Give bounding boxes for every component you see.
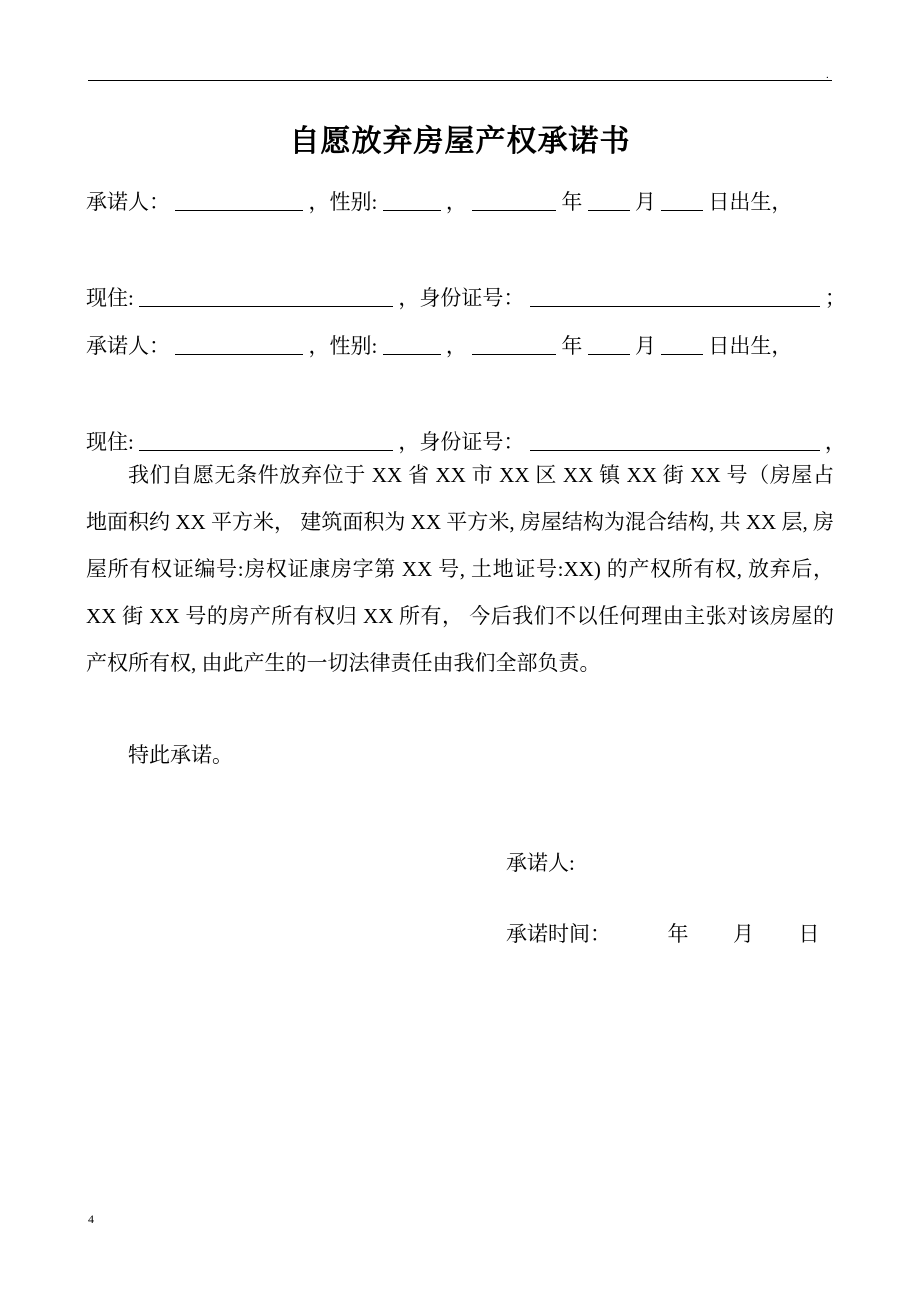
address-blank-1[interactable]: [139, 284, 393, 307]
address-row-tail-1: ；: [824, 286, 846, 310]
id-number-blank-1[interactable]: [530, 284, 820, 307]
promisor-sex-blank-2[interactable]: [383, 332, 441, 355]
address-label-2: 现住:: [86, 430, 134, 454]
signature-date-label: 承诺时间：: [506, 922, 611, 946]
main-paragraph: [86, 452, 834, 687]
promisor-name-blank-1[interactable]: [175, 188, 303, 211]
id-number-blank-2[interactable]: [530, 428, 820, 451]
comma-1: ，: [445, 190, 467, 214]
day-label-1: 日出生，: [708, 190, 793, 214]
address-label-1: 现住:: [86, 286, 134, 310]
signature-month-label: 月: [733, 922, 754, 946]
birth-month-blank-2[interactable]: [588, 332, 630, 355]
signature-promisor-line: [506, 828, 820, 899]
birth-day-blank-1[interactable]: [661, 188, 703, 211]
promisor-label-1: 承诺人：: [86, 190, 170, 214]
signature-day-label: 日: [798, 922, 820, 946]
promisor-sex-blank-1[interactable]: [383, 188, 441, 211]
signature-block: [506, 828, 820, 970]
signature-promisor-label: 承诺人:: [506, 851, 575, 875]
header-divider: [88, 80, 832, 81]
promisor-name-blank-2[interactable]: [175, 332, 303, 355]
party-fields-block: [86, 178, 846, 466]
header-right-mark: .: [826, 69, 829, 81]
sex-label-2: ，性别:: [308, 334, 378, 358]
page-title: 自愿放弃房屋产权承诺书: [289, 124, 631, 159]
signature-date-line: [506, 899, 820, 970]
comma-2: ，: [445, 334, 467, 358]
birth-year-blank-1[interactable]: [472, 188, 556, 211]
address-row-tail-2: ，: [824, 430, 846, 454]
spacer-row-1: [86, 226, 834, 274]
promisor-row-2: [86, 322, 834, 370]
birth-year-blank-2[interactable]: [472, 332, 556, 355]
month-label-1: 月: [634, 190, 656, 214]
birth-month-blank-1[interactable]: [588, 188, 630, 211]
closing-paragraph: [86, 732, 834, 779]
signature-year-label: 年: [667, 922, 689, 946]
address-blank-2[interactable]: [139, 428, 393, 451]
address-row-1: [86, 274, 846, 322]
year-label-2: 年: [561, 334, 583, 358]
id-label-2: ，身份证号：: [398, 430, 525, 454]
day-label-2: 日出生，: [708, 334, 793, 358]
closing-paragraph-text: 特此承诺。: [128, 743, 233, 767]
month-label-2: 月: [634, 334, 656, 358]
sex-label-1: ，性别:: [308, 190, 378, 214]
main-paragraph-text: 我们自愿无条件放弃位于 XX 省 XX 市 XX 区 XX 镇 XX 街 XX 号（房屋占地面积约 XX 平方米， 建筑面积为 XX 平方米, 房屋结构为混合结构, 共 XX 层, 房屋所有权证编号:房权证康房字第 XX 号, 土地证号:XX) 的产权所有权, 放弃后， XX 街 XX 号的房产所有权归 XX 所有， 今后我们不以任何理由主张对该房屋的产权所有权, 由此产生的一切法律责任由我们全部负责。: [86, 463, 834, 675]
spacer-row-2: [86, 370, 834, 418]
footer-page-mark: 4: [88, 1212, 94, 1226]
birth-day-blank-2[interactable]: [661, 332, 703, 355]
year-label-1: 年: [561, 190, 583, 214]
promisor-label-2: 承诺人：: [86, 334, 170, 358]
promisor-row-1: [86, 178, 834, 226]
id-label-1: ，身份证号：: [398, 286, 525, 310]
